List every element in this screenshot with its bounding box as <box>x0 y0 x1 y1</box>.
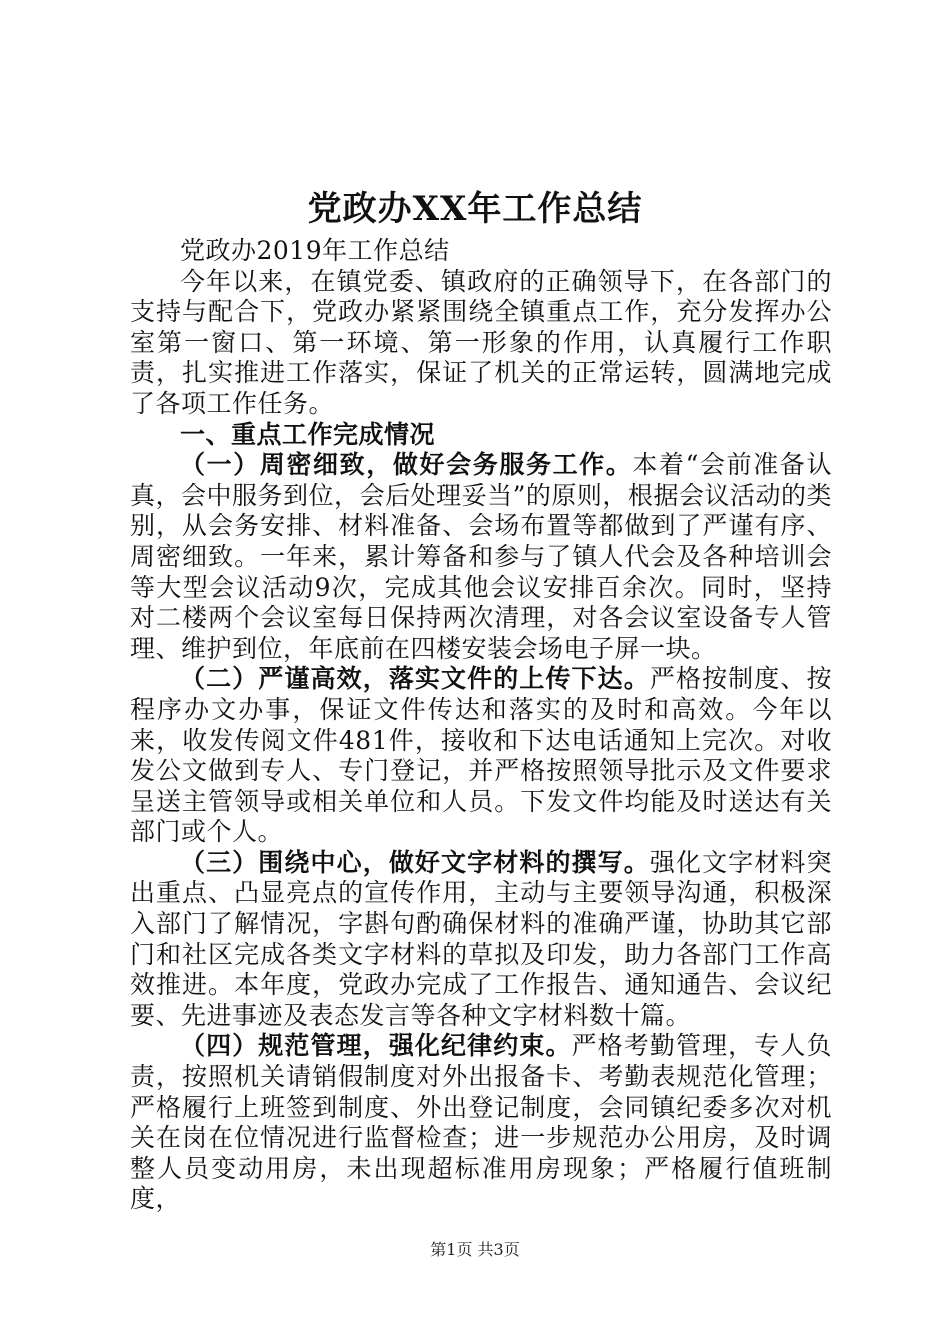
document-title: 党政办XX年工作总结 <box>307 189 643 229</box>
item-text-1: 本着“会前准备认真，会中服务到位，会后处理妥当”的原则，根据会议活动的类别，从会务安排、材料准备、会场布置等都做到了严谨有序、周密细致。一年来，累计筹备和参与了镇人代会及各种培训会等大型会议活动9次，完成其他会议安排百余次。同时，坚持对二楼两个会议室每日保持两次清理，对各会议室设备专人管理、维护到位，年底前在四楼安装会场电子屏一块。 <box>130 450 832 663</box>
page-number-footer: 第1页 共3页 <box>430 1240 520 1259</box>
item-lead-4: （四）规范管理，强化纪律约束。 <box>180 1031 572 1061</box>
section-heading: 一、重点工作完成情况 <box>180 419 436 449</box>
item-text-4: 严格考勤管理，专人负责，按照机关请销假制度对外出报备卡、考勤表规范化管理；严格履行上班签到制度、外出登记制度，会同镇纪委多次对机关在岗在位情况进行监督检查；进一步规范办公用房，及时调整人员变动用房，未出现超标准用房现象；严格履行值班制度， <box>130 1031 832 1214</box>
item-text-2: 严格按制度、按程序办文办事，保证文件传达和落实的及时和高效。今年以来，收发传阅文件481件，接收和下达电话通知上完次。对收发公文做到专人、专门登记，并严格按照领导批示及文件要求呈送主管领导或相关单位和人员。下发文件均能及时送达有关部门或个人。 <box>130 664 832 847</box>
item-paragraph-2 <box>130 664 832 848</box>
item-lead-2: （二）严谨高效，落实文件的上传下达。 <box>180 664 650 694</box>
item-text-3: 强化文字材料突出重点、凸显亮点的宣传作用，主动与主要领导沟通，积极深入部门了解情况，字斟句酌确保材料的准确严谨，协助其它部门和社区完成各类文字材料的草拟及印发，助力各部门工作高效推进。本年度，党政办完成了工作报告、通知通告、会议纪要、先进事迹及表态发言等各种文字材料数十篇。 <box>130 847 832 1030</box>
item-lead-1: （一）周密细致，做好会务服务工作。 <box>180 450 633 480</box>
intro-paragraph: 今年以来，在镇党委、镇政府的正确领导下，在各部门的支持与配合下，党政办紧紧围绕全镇重点工作，充分发挥办公室第一窗口、第一环境、第一形象的作用，认真履行工作职责，扎实推进工作落实，保证了机关的正常运转，圆满地完成了各项工作任务。 <box>130 266 832 418</box>
item-paragraph-3 <box>130 848 832 1032</box>
item-paragraph-4 <box>130 1031 832 1215</box>
item-lead-3: （三）围绕中心，做好文字材料的撰写。 <box>180 847 650 877</box>
document-body <box>130 236 832 1215</box>
item-paragraph-1 <box>130 450 832 664</box>
subtitle-paragraph: 党政办2019年工作总结 <box>180 236 450 265</box>
